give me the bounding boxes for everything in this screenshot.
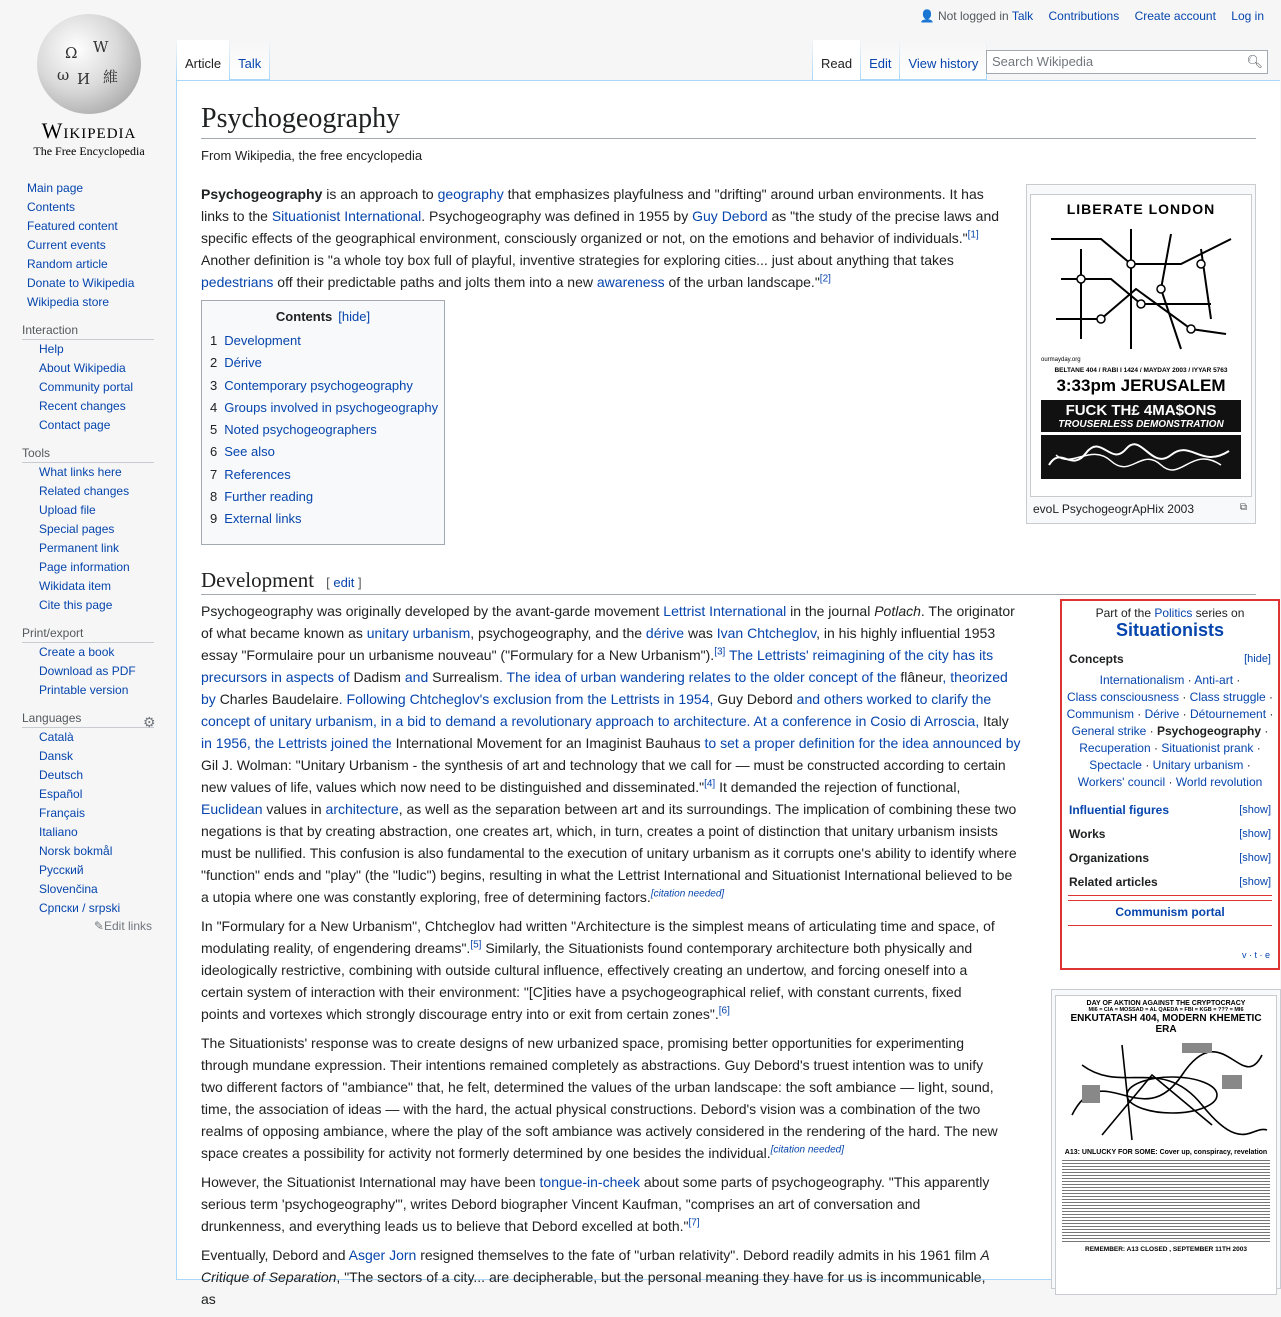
sidebar-item — [39, 596, 176, 615]
print-link-1[interactable]: Download as PDF — [39, 664, 136, 678]
text-run: is an approach to — [322, 186, 438, 202]
tools-link-3[interactable]: Special pages — [39, 522, 115, 536]
text-run: as "the study of the precise laws and specific effects of the geographical environment, consciously organized or not, on the emotions and behavior of individuals." — [201, 208, 1000, 246]
interaction-heading: Interaction — [22, 321, 154, 340]
text-run: The Situationists' response was to create designs of new urbanized space, promising better opportunities for experimenting through mundane expression. Their intentions remained completely as abstractions. Guy Debord's truest intention was to unify two different factors of "ambiance" that, he felt, determined the values of the urban landscape: the soft ambiance — light, sound, time, the association of ideas — with the hard, the actual physical constructions. Debord's vision was a combination of the two realms of opposing ambiance, where the play of the soft ambiance was actively considered in the rendering of the hard. The new space creates a possibility for activity not formerly determined by one besides the individual. — [201, 1035, 998, 1161]
reference-link[interactable]: [4] — [704, 778, 716, 790]
show-toggle[interactable]: [show] — [1239, 803, 1271, 816]
toc-number: 2 — [210, 355, 218, 371]
tools-link-4[interactable]: Permanent link — [39, 541, 120, 555]
sidebar-item — [39, 520, 176, 539]
gear-icon[interactable]: ⚙ — [143, 714, 156, 730]
text-run: In "Formulary for a New Urbanism", Chtcheglov had written "Architecture is the simplest means of articulating time and space, of modulating reality, of engendering dreams". — [201, 918, 995, 956]
print-link-2[interactable]: Printable version — [39, 683, 129, 697]
toc-link[interactable]: Further reading — [224, 489, 314, 505]
view-tabs — [812, 40, 987, 80]
edit-section-link[interactable]: edit — [333, 575, 355, 590]
text-run: It demanded the rejection of functional, — [715, 779, 961, 795]
tools-link-0[interactable]: What links here — [39, 465, 122, 479]
user-icon: 👤 — [919, 9, 935, 23]
poster2-head3: ENKUTATASH 404, MODERN KHEMETIC ERA — [1070, 1013, 1262, 1035]
citation-needed-link[interactable]: [citation needed] — [650, 888, 725, 900]
poster2-head2: MI6 = CIA = MOSSAD = AL QAEDA = FBI = KGB = ??? = MI6 — [1088, 1007, 1244, 1013]
text-run: . Psychogeography was defined in 1955 by — [421, 208, 693, 224]
concepts-heading: Concepts — [1069, 651, 1124, 666]
concept-link[interactable]: Anti-art — [1194, 673, 1234, 687]
sidebar — [0, 0, 176, 1280]
nav-link-3[interactable]: Current events — [27, 238, 106, 252]
sidebar-item — [39, 785, 176, 804]
language-link-6[interactable]: Norsk bokmål — [39, 844, 113, 858]
toc-number: 6 — [210, 444, 218, 460]
wiki-link[interactable]: tongue-in-cheek — [539, 1174, 640, 1190]
italic-term: Potlach — [874, 603, 921, 619]
sidebar-item — [39, 681, 176, 700]
show-toggle[interactable]: [show] — [1239, 875, 1271, 888]
wiki-link[interactable]: pedestrians — [201, 274, 274, 290]
nav-link-0[interactable]: Main page — [27, 181, 84, 195]
text-run: in the journal — [786, 603, 875, 619]
sidebar-item — [39, 899, 176, 918]
sidebar-item — [27, 179, 176, 198]
interaction-link-3[interactable]: Recent changes — [39, 399, 126, 413]
toc-number: 8 — [210, 489, 218, 505]
wiki-link[interactable]: , theorized by — [201, 669, 1008, 707]
reference-link[interactable]: [7] — [688, 1217, 700, 1229]
tools-link-5[interactable]: Page information — [39, 560, 130, 574]
toc-number: 1 — [210, 333, 218, 348]
page-title: Psychogeography — [201, 103, 1256, 139]
paragraph — [201, 915, 1001, 1025]
edit-links-label: Edit links — [103, 919, 152, 933]
text-run: was — [684, 625, 717, 641]
languages-heading: Languages — [22, 709, 154, 728]
language-link-0[interactable]: Català — [39, 730, 74, 744]
text-run: Dadism — [353, 669, 401, 685]
tools-link-2[interactable]: Upload file — [39, 503, 96, 517]
sidebar-item — [39, 539, 176, 558]
concept-link[interactable]: Class consciousness — [1066, 690, 1179, 704]
toc-item[interactable] — [210, 375, 436, 397]
tools-link-6[interactable]: Wikidata item — [39, 579, 112, 593]
wiki-link[interactable]: Asger Jorn — [348, 1247, 417, 1263]
poster-time: 3:33pm JERUSALEM — [1056, 376, 1226, 395]
sidebar-item — [39, 378, 176, 397]
search-input[interactable] — [986, 50, 1268, 74]
personal-tools — [908, 9, 1264, 23]
nav-link-4[interactable]: Random article — [27, 257, 108, 271]
text-run: , "The sectors of a city... are decipherable, but the personal meaning they have for us is incommunicable, as — [201, 1269, 986, 1307]
reference-link[interactable]: [5] — [470, 939, 482, 951]
interaction-portal — [0, 321, 176, 435]
toc-item[interactable] — [210, 508, 436, 530]
tube-map-graphic — [1041, 219, 1241, 357]
sidebar-item — [39, 501, 176, 520]
sidebar-item — [39, 747, 176, 766]
interaction-link-2[interactable]: Community portal — [39, 380, 134, 394]
toc-link[interactable]: Noted psychogeographers — [224, 422, 377, 438]
section-development: Development [ edit ] — [201, 565, 1256, 595]
toc-item[interactable] — [210, 419, 436, 441]
navbox-row-label: Influential figures — [1069, 802, 1170, 817]
text-run: , as well as the separation between art and its surroundings. The implication of combining these two negations is that by creating abstraction, one creates art, which, in turn, creates a point of distinction that unitary urbanism insists must be nullified. This confusion is also fundamental to the execution of unitary urbanism as it corrupts one's ability to identify where "function" ends and "play" (the "ludic") begins, resulting in what the Lettrist International and — [201, 801, 1017, 883]
situationists-navbox — [1060, 599, 1280, 970]
toc-link[interactable]: Groups involved in psychogeography — [224, 399, 439, 415]
tools-link-7[interactable]: Cite this page — [39, 598, 113, 612]
concept-link: Psychogeography — [1157, 724, 1262, 738]
language-link-3[interactable]: Español — [39, 787, 83, 801]
communism-portal-row — [1068, 900, 1272, 919]
poster2-thumbnail — [1051, 989, 1281, 1289]
toc-title: Contents — [275, 309, 333, 324]
concept-link[interactable]: Recuperation — [1079, 741, 1151, 755]
text-run: about some parts of psychogeography. "This apparently serious term 'psychogeography'", writes Debord biographer Vincent Kaufman, "comprises an art of conversation and drunkenness, and everything leads us to believe that Debord excelled at both." — [201, 1174, 990, 1234]
toc-item[interactable] — [210, 352, 436, 374]
section-heading: Development — [201, 568, 315, 592]
wiki-link[interactable]: to set a proper definition for the idea announced by — [700, 735, 1021, 751]
paragraph — [201, 600, 1023, 908]
poster-banner — [1041, 400, 1241, 432]
text-run: flâneur — [900, 669, 943, 685]
text-run: , in his highly influential 1953 essay "Formulaire pour un urbanisme nouveau" ("Formulary for a New Urbanism"). — [201, 625, 996, 663]
interaction-link-1[interactable]: About Wikipedia — [39, 361, 126, 375]
wordmark: Wikipedia — [41, 118, 137, 143]
wiki-link[interactable]: unitary urbanism — [366, 625, 471, 641]
content — [176, 80, 1280, 1307]
wiki-link[interactable]: Situationist International — [271, 208, 422, 224]
navbox-above: Part of the Politics series on — [1095, 606, 1245, 620]
tab-view-history[interactable]: View history — [900, 40, 986, 80]
concepts-list: Internationalism · Anti-art · Class consciousness · Class struggle · Communism · Dérive · Détournement · General strike · Psychogeography · Recuperation · Situationist prank · Spectacle · Unitary urbanism · Workers' council · World revolution — [1066, 673, 1274, 789]
sidebar-item — [39, 397, 176, 416]
sidebar-item — [27, 293, 176, 312]
text-run: Charles Baudelaire — [219, 691, 339, 707]
sidebar-item — [39, 577, 176, 596]
poster-dates: BELTANE 404 / RABI I 1424 / MAYDAY 2003 / IYYAR 5763 — [1054, 367, 1228, 374]
toc-link[interactable]: Dérive — [224, 355, 262, 371]
development-text — [201, 600, 1023, 1317]
sidebar-item — [27, 217, 176, 236]
tab-article[interactable]: Article — [177, 40, 229, 80]
sidebar-item — [39, 558, 176, 577]
paragraph — [201, 1171, 1001, 1237]
wiki-link[interactable]: . Following Chtcheglov's exclusion from the Lettrists in 1954, — [338, 691, 718, 707]
concept-link[interactable]: Communism — [1066, 707, 1134, 721]
toc-number: 7 — [210, 466, 218, 482]
login-link[interactable]: Log in — [1231, 9, 1264, 23]
sidebar-item — [39, 842, 176, 861]
show-toggle[interactable]: [show] — [1239, 851, 1271, 864]
language-link-4[interactable]: Français — [39, 806, 86, 820]
table-of-contents — [201, 300, 445, 545]
show-toggle[interactable]: [show] — [1239, 827, 1271, 840]
poster-image[interactable] — [1030, 194, 1252, 497]
wiki-link[interactable]: Euclidean — [201, 801, 263, 817]
search-icon[interactable]: 🔍︎ — [1246, 54, 1263, 69]
toc-link[interactable]: External links — [224, 511, 302, 527]
toc-hide-toggle[interactable]: [hide] — [338, 309, 371, 324]
search-placeholder: Search Wikipedia — [992, 54, 1094, 69]
poster-caption: evoL PsychogeogrApHix 2003 — [1033, 502, 1194, 516]
text-run: Italy — [983, 713, 1009, 729]
poster-headline: LIBERATE LONDON — [1066, 201, 1216, 217]
text-run: Guy Debord — [717, 691, 793, 707]
toc-number: 4 — [210, 399, 218, 415]
italic-term: A Critique of Separation — [201, 1247, 990, 1285]
language-link-1[interactable]: Dansk — [39, 749, 74, 763]
reference-link[interactable]: [3] — [714, 646, 726, 658]
intro — [201, 183, 1001, 300]
toc-item[interactable] — [210, 397, 439, 419]
text-run: , psychogeography, and the — [470, 625, 646, 641]
language-link-7[interactable]: Русский — [39, 863, 84, 877]
wiki-link[interactable]: awareness — [596, 274, 665, 290]
pencil-icon: ✎ — [93, 919, 104, 933]
navbox-title[interactable]: Situationists — [1115, 620, 1224, 640]
toc-number: 9 — [210, 511, 218, 527]
toc-number: 3 — [210, 377, 218, 393]
enlarge-icon[interactable]: ⧉ — [1239, 502, 1247, 513]
tools-link-1[interactable]: Related changes — [39, 484, 130, 498]
toc-link[interactable]: Development — [224, 333, 301, 348]
language-link-5[interactable]: Italiano — [39, 825, 78, 839]
edit-links[interactable] — [0, 919, 152, 933]
poster-line1: FUCK TH£ 4MA$ONS — [1065, 402, 1217, 419]
text-run: believed to be a utopia where one was constantly exploring, free of determining factors. — [201, 867, 1013, 905]
site-subtitle: From Wikipedia, the free encyclopedia — [201, 148, 423, 163]
talk-link[interactable]: Talk — [1011, 9, 1034, 23]
sidebar-item — [39, 482, 176, 501]
tools-heading: Tools — [22, 444, 154, 463]
sidebar-item — [39, 340, 176, 359]
toc-link[interactable]: Contemporary psychogeography — [224, 377, 413, 393]
concept-link[interactable]: Workers' council — [1077, 775, 1166, 789]
sidebar-item — [39, 643, 176, 662]
reference-link[interactable]: [2] — [819, 273, 831, 285]
toc-number: 5 — [210, 422, 218, 438]
concept-link[interactable]: Situationist prank — [1161, 741, 1254, 755]
sidebar-item — [27, 274, 176, 293]
sidebar-item — [27, 236, 176, 255]
text-run: Psychogeography was originally developed by the avant-garde movement — [201, 603, 664, 619]
create-account-link[interactable]: Create account — [1134, 9, 1216, 23]
sidebar-item — [39, 823, 176, 842]
vte-links[interactable]: v · t · e — [1241, 950, 1270, 960]
concept-link[interactable]: General strike — [1071, 724, 1147, 738]
tools-portal — [0, 444, 176, 615]
language-link-9[interactable]: Српски / srpski — [39, 901, 121, 915]
text-run: : "Unitary Urbanism - the synthesis of art and technology that we call for — must be constructed according to certain new values of life, values which now need to be distinguished and disseminated." — [201, 757, 1006, 795]
nav-link-2[interactable]: Featured content — [27, 219, 118, 233]
toc-item[interactable] — [210, 464, 436, 486]
concept-link[interactable]: Dérive — [1144, 707, 1180, 721]
text-run: resigned themselves to the fate of "urban relativity". Debord readily admits in his 1961 film — [416, 1247, 981, 1263]
wiki-link[interactable]: . The idea of urban wandering relates to the older concept of the — [499, 669, 901, 685]
wiki-link[interactable]: and others worked to clarify the concept of unitary urbanism, in a bid to demand a revolutionary approach to architecture. At a conference in Cosio di Arroscia, — [201, 691, 992, 729]
intro-paragraph — [201, 183, 1001, 249]
wiki-link[interactable]: in 1956, the Lettrists joined the — [201, 735, 396, 751]
sidebar-item — [27, 255, 176, 274]
toc-link[interactable]: References — [224, 466, 291, 482]
poster-thumbnail — [1026, 184, 1256, 524]
navbox-row-label: Related articles — [1069, 874, 1158, 889]
paragraph — [201, 1032, 1001, 1164]
poster2-foot: REMEMBER: A13 CLOSED , SEPTEMBER 11TH 2003 — [1085, 1246, 1247, 1253]
wiki-link[interactable]: architecture — [325, 801, 399, 817]
poster-url: ourmayday.org — [1041, 357, 1081, 363]
text-run: However, the Situationist International may have been — [201, 1174, 540, 1190]
reference-link[interactable] — [651, 888, 724, 899]
communism-portal-link[interactable]: Communism portal — [1115, 905, 1225, 919]
tagline: The Free Encyclopedia — [33, 144, 145, 158]
concepts-hide-toggle[interactable]: [hide] — [1244, 652, 1271, 665]
interaction-link-0[interactable]: Help — [39, 342, 64, 356]
concept-link[interactable]: Détournement — [1189, 707, 1267, 721]
print-heading: Print/export — [22, 624, 154, 643]
wiki-link[interactable]: Ivan Chtcheglov — [716, 625, 817, 641]
bold-term: Psychogeography — [201, 186, 323, 202]
text-run: values in — [262, 801, 326, 817]
text-run: Situationist International — [771, 867, 922, 883]
navbox-row[interactable] — [1062, 869, 1278, 893]
sidebar-item — [39, 359, 176, 378]
toc-link[interactable]: See also — [224, 444, 275, 460]
nav-link-5[interactable]: Donate to Wikipedia — [27, 276, 135, 290]
navbox-row-label: Organizations — [1069, 850, 1150, 865]
reference-link[interactable]: [6] — [718, 1005, 730, 1017]
sidebar-item — [39, 861, 176, 880]
interaction-link-4[interactable]: Contact page — [39, 418, 111, 432]
sidebar-item — [39, 416, 176, 435]
sidebar-item — [39, 766, 176, 785]
wiki-link[interactable]: Lettrist International — [663, 603, 787, 619]
sidebar-item — [39, 662, 176, 681]
text-run: Gil J. Wolman — [201, 757, 288, 773]
wiki-link[interactable]: Guy Debord — [692, 208, 768, 224]
concept-link[interactable]: Unitary urbanism — [1152, 758, 1244, 772]
wiki-link[interactable]: and — [400, 669, 433, 685]
politics-link[interactable]: Politics — [1154, 606, 1193, 620]
citation-needed-link[interactable]: [citation needed] — [770, 1144, 845, 1156]
reference-link[interactable] — [771, 1144, 844, 1155]
text-run: Similarly, the Situationists found contemporary architecture both physically and ideologically restrictive, combining with outside cultural influence, effectively creating an undertow, and forcing oneself into a certain system of interaction with their environment: "[C]ities have a psychogeographical relief, with constant currents, fixed points and vortexes which strongly discourage entry into or exit from certain zones". — [201, 940, 973, 1022]
contributions-link[interactable]: Contributions — [1048, 9, 1120, 23]
paragraph — [201, 1244, 1001, 1310]
language-link-2[interactable]: Deutsch — [39, 768, 84, 782]
poster2-head1: DAY OF AKTION AGAINST THE CRYPTOCRACY — [1086, 1000, 1246, 1007]
concept-link[interactable]: Internationalism — [1099, 673, 1185, 687]
wiki-link[interactable]: geography — [437, 186, 504, 202]
top-bar — [176, 0, 1280, 80]
print-portal — [0, 624, 176, 700]
not-logged-in: 👤 Not logged in — [919, 9, 1009, 23]
languages-portal — [0, 709, 176, 933]
navbox-row[interactable] — [1062, 845, 1278, 869]
toc-item[interactable] — [210, 486, 436, 508]
text-run: Another definition is "a whole toy box full of playful, inventive strategies for exploring cities... just about anything that takes — [201, 252, 954, 268]
poster-line2: TROUSERLESS DEMONSTRATION — [1058, 419, 1224, 430]
concept-link[interactable]: World revolution — [1175, 775, 1263, 789]
wiki-link[interactable]: The Lettrists' reimagining of the city has its precursors in aspects of — [201, 647, 994, 685]
poster-calligraphy — [1041, 435, 1241, 479]
globe-icon: Ω W И 維 ω — [37, 14, 141, 114]
namespace-tabs — [176, 40, 270, 80]
poster2-sub: A13: UNLUCKY FOR SOME: Cover up, conspiracy, revelation — [1064, 1149, 1268, 1156]
text-run: off their predictable paths and jolts them into a new — [273, 274, 597, 290]
main-navigation — [0, 179, 176, 312]
navbox-row-label: Works — [1069, 826, 1106, 841]
nav-link-6[interactable]: Wikipedia store — [27, 295, 110, 309]
sidebar-item — [27, 198, 176, 217]
reference-link[interactable]: [1] — [967, 229, 979, 241]
tab-read[interactable]: Read — [813, 40, 860, 80]
text-run: Eventually, Debord and — [201, 1247, 349, 1263]
text-run: Surrealism — [432, 669, 500, 685]
toc-item[interactable] — [210, 330, 436, 352]
tab-edit[interactable]: Edit — [861, 40, 899, 80]
toc-item[interactable] — [210, 441, 436, 463]
concept-link[interactable]: Class struggle — [1189, 690, 1266, 704]
wikipedia-logo[interactable] — [28, 14, 150, 156]
text-run: of the urban landscape." — [664, 274, 820, 290]
poster2-body-text — [1062, 1158, 1270, 1244]
navbox-row[interactable] — [1062, 797, 1278, 821]
navbox-row[interactable] — [1062, 821, 1278, 845]
poster2-map — [1062, 1035, 1270, 1147]
text-run: that emphasizes playfulness and "drifting" around urban environments. It has links to the — [201, 186, 984, 224]
wiki-link[interactable]: dérive — [645, 625, 685, 641]
intro-paragraph — [201, 249, 1001, 293]
text-run: . The originator of what became known as — [201, 603, 1015, 641]
language-link-8[interactable]: Slovenčina — [39, 882, 98, 896]
sidebar-item — [39, 463, 176, 482]
sidebar-item — [39, 804, 176, 823]
print-link-0[interactable]: Create a book — [39, 645, 115, 659]
nav-link-1[interactable]: Contents — [27, 200, 76, 214]
sidebar-item — [39, 880, 176, 899]
concept-link[interactable]: Spectacle — [1089, 758, 1142, 772]
text-run: International Movement for an Imaginist Bauhaus — [395, 735, 701, 751]
tab-talk[interactable]: Talk — [230, 40, 269, 80]
poster2-image[interactable] — [1055, 995, 1277, 1295]
